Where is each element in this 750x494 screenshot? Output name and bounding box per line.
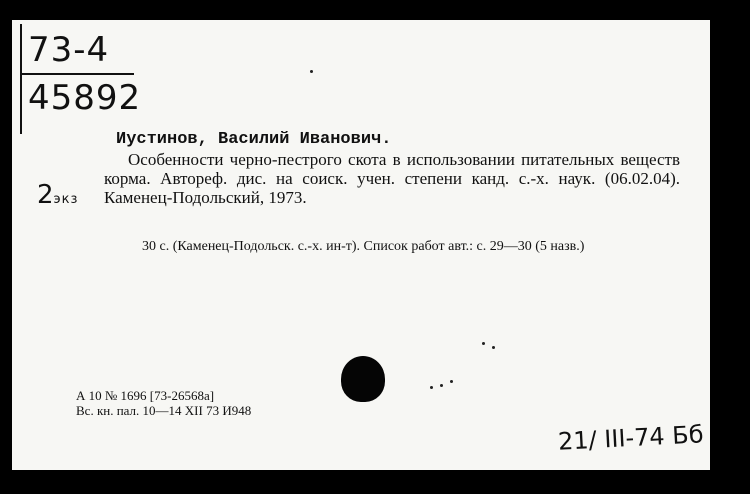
ink-blot-stamp <box>341 356 385 402</box>
imprint-block <box>76 388 251 418</box>
copies-suffix: экз <box>53 192 79 207</box>
title-description: Особенности черно-пестрого скота в использовании питательных веществ корма. Автореф. дис. на соиск. учен. степени канд. с.-х. наук. (06.02.04). Каменец-Подольский, 1973. <box>104 150 680 207</box>
handwritten-date: 21/ III-74 Бб <box>557 420 705 456</box>
shelf-code-underline <box>22 73 134 75</box>
physical-description: 30 с. (Каменец-Подольск. с.-х. ин-т). Список работ авт.: с. 29—30 (5 назв.) <box>142 239 585 254</box>
inventory-number: 45892 <box>28 78 142 118</box>
catalog-card <box>12 20 710 470</box>
speck <box>440 384 443 387</box>
imprint-line-1: А 10 № 1696 [73-26568а] <box>76 388 215 403</box>
imprint-line-2: Вс. кн. пал. 10—14 XII 73 И948 <box>76 403 252 418</box>
copies-note <box>37 180 78 210</box>
speck <box>482 342 485 345</box>
handwritten-margin-line <box>20 24 22 134</box>
speck <box>492 346 495 349</box>
copies-count: 2 <box>37 180 54 210</box>
speck <box>450 380 453 383</box>
speck <box>310 70 313 73</box>
shelf-code: 73-4 <box>28 30 110 70</box>
author-heading: Иустинов, Василий Иванович. <box>116 130 392 149</box>
speck <box>430 386 433 389</box>
